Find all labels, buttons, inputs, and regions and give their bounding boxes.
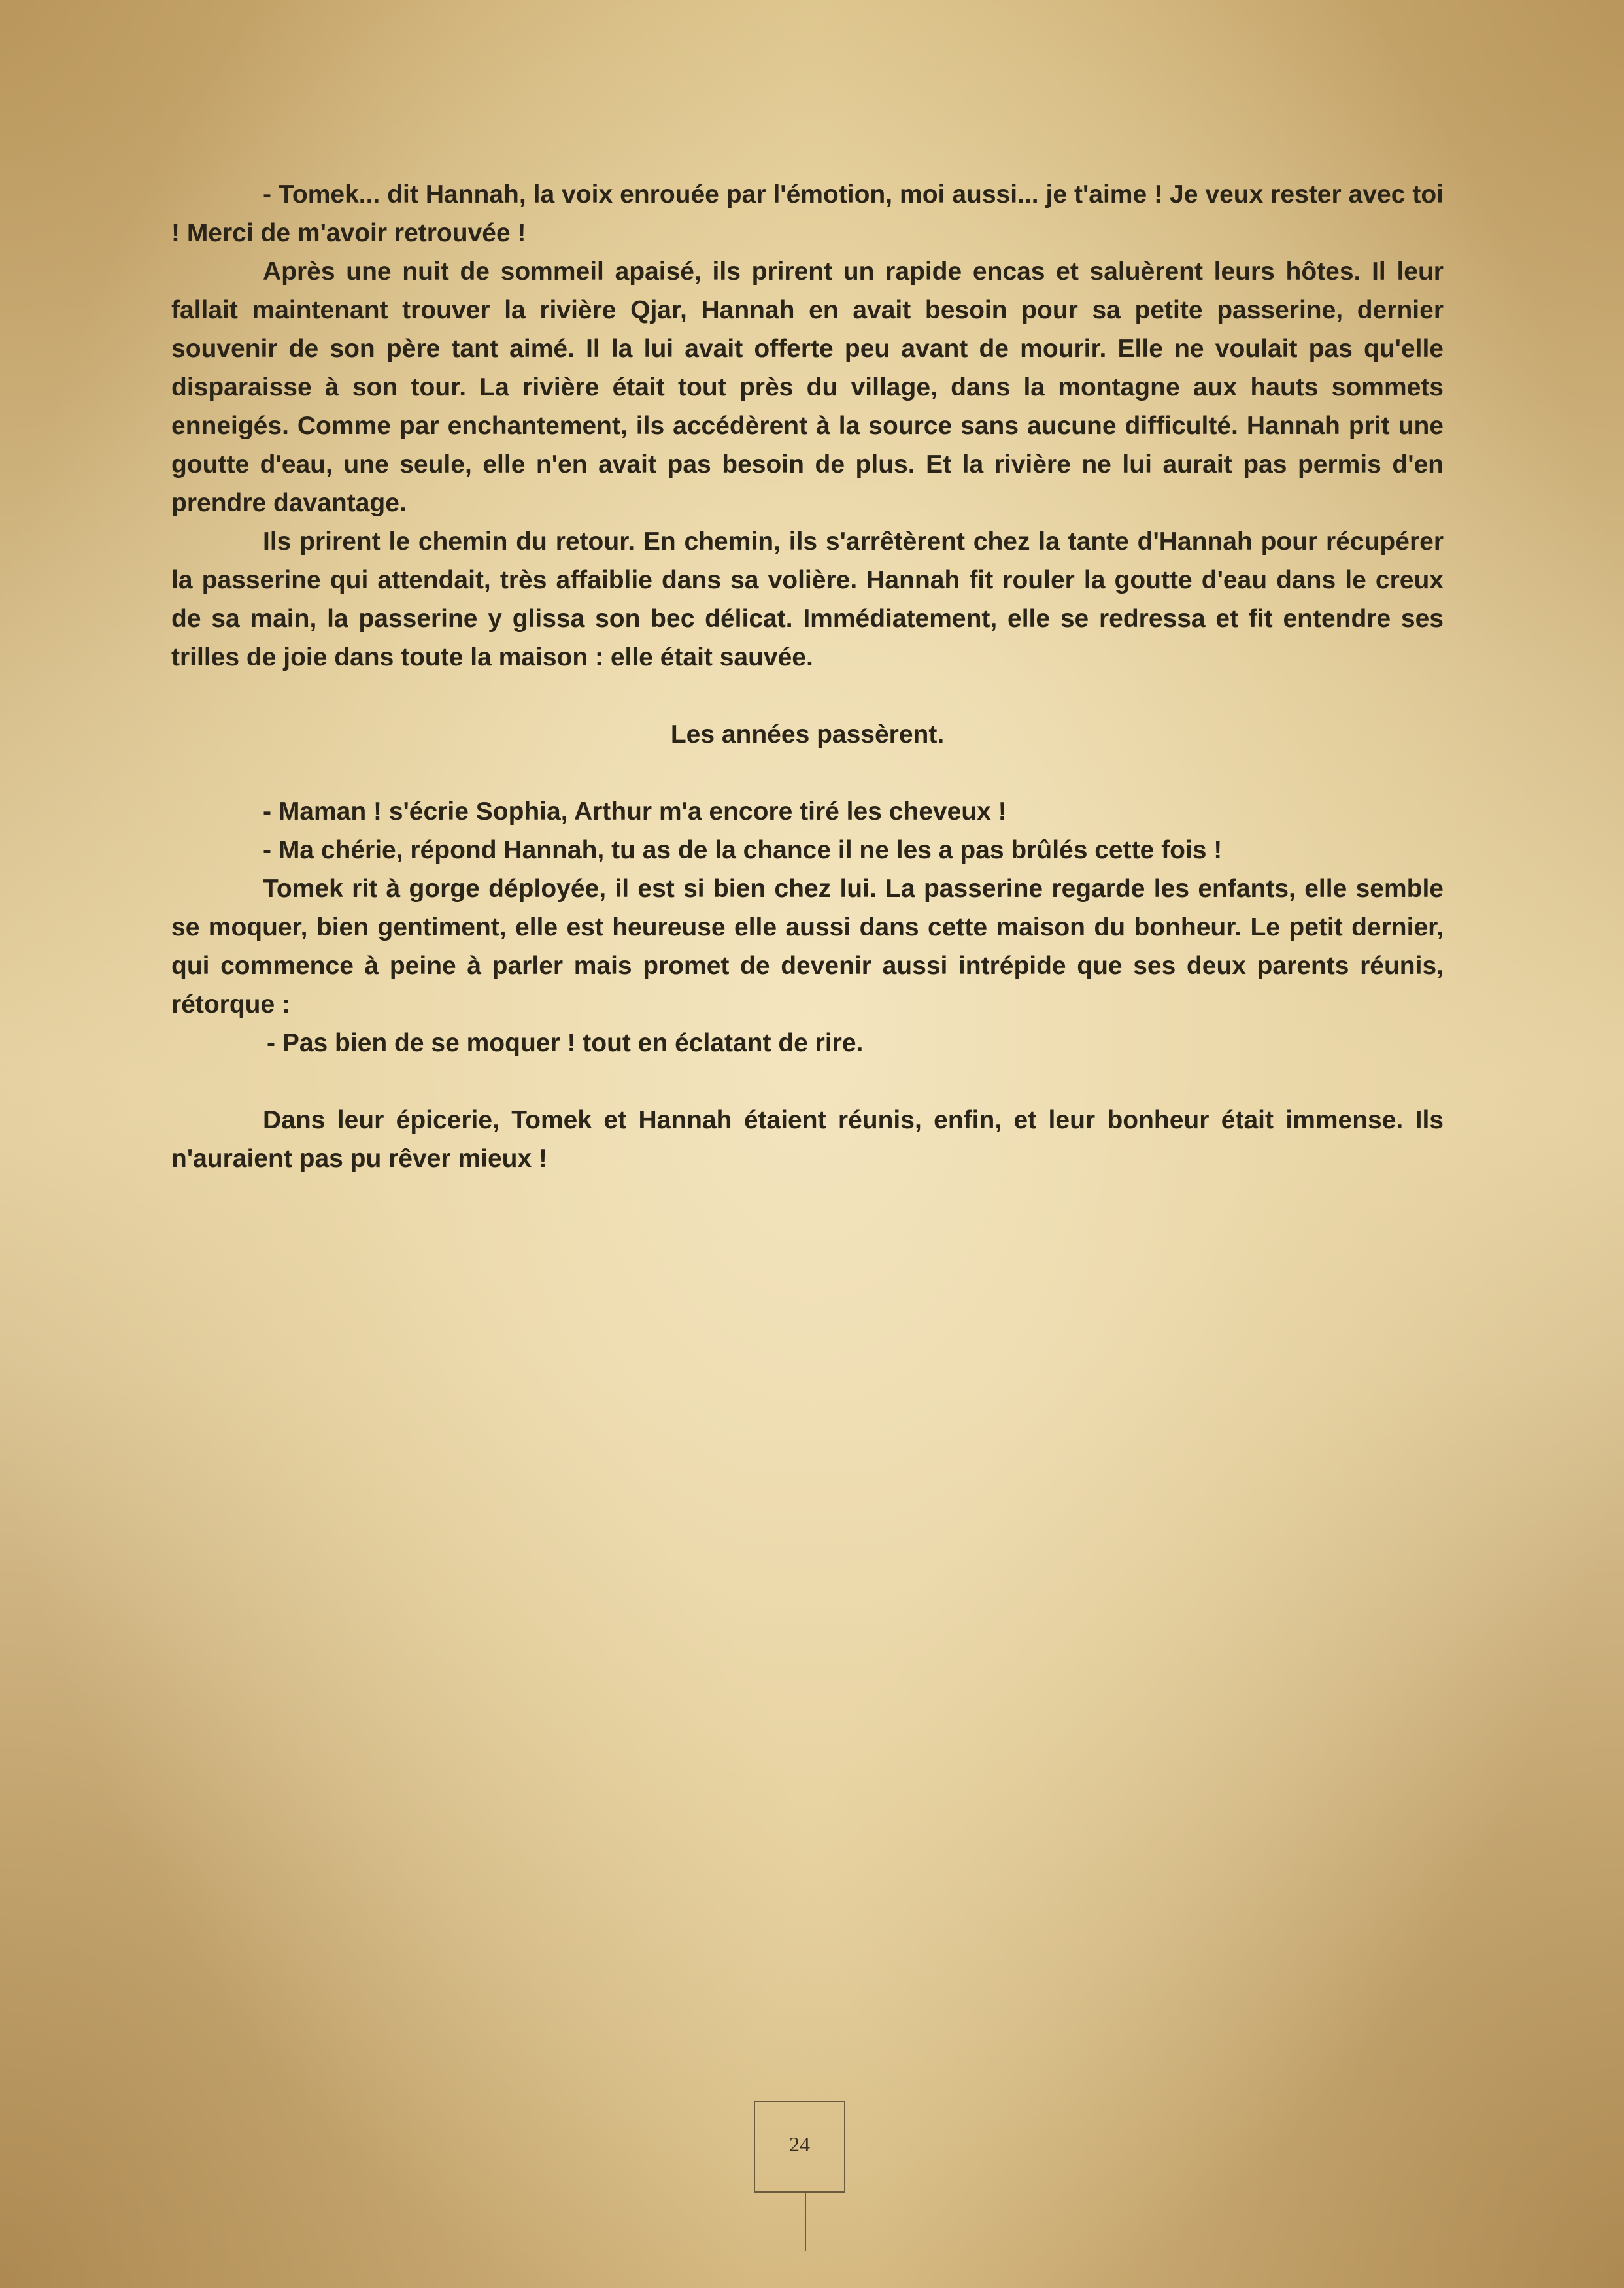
paragraph-river-journey: Après une nuit de sommeil apaisé, ils prirent un rapide encas et saluèrent leurs hôtes. Il leur fallait maintenant trouver la rivière Qjar, Hannah en avait besoin pour sa petite passerine, dernier souvenir de son père tant aimé. Il la lui avait offerte peu avant de mourir. Elle ne voulait pas qu'elle disparaisse à son tour. La rivière était tout près du village, dans la montagne aux hauts sommets enneigés. Comme par enchantement, ils accédèrent à la source sans aucune difficulté. Hannah prit une goutte d'eau, une seule, elle n'en avait pas besoin de plus. Et la rivière ne lui aurait pas permis d'en prendre davantage. (171, 258, 1444, 517)
body-text (171, 175, 1444, 1178)
paragraph-dialogue-child: - Pas bien de se moquer ! tout en éclatant de rire. (267, 1029, 864, 1057)
page-number: 24 (789, 2132, 810, 2156)
page-number-frame (754, 2101, 845, 2193)
paragraph-dialogue-mother: - Ma chérie, répond Hannah, tu as de la chance il ne les a pas brûlés cette fois ! (263, 836, 1223, 864)
spacer (171, 677, 1444, 715)
spacer (171, 754, 1444, 792)
spacer (171, 1062, 1444, 1101)
paragraph-dialogue-hannah: - Tomek... dit Hannah, la voix enrouée par l'émotion, moi aussi... je t'aime ! Je veux rester avec toi ! Merci de m'avoir retrouvée ! (171, 180, 1444, 247)
paragraph-dialogue-sophia: - Maman ! s'écrie Sophia, Arthur m'a encore tiré les cheveux ! (263, 798, 1007, 826)
paragraph-family-scene: Tomek rit à gorge déployée, il est si bien chez lui. La passerine regarde les enfants, elle semble se moquer, bien gentiment, elle est heureuse elle aussi dans cette maison du bonheur. Le petit dernier, qui commence à peine à parler mais promet de devenir aussi intrépide que ses deux parents réunis, rétorque : (171, 875, 1444, 1018)
paragraph-ending: Dans leur épicerie, Tomek et Hannah étaient réunis, enfin, et leur bonheur était immense. Ils n'auraient pas pu rêver mieux ! (171, 1106, 1444, 1173)
section-break-heading: Les années passèrent. (670, 720, 945, 749)
page-number-stem (805, 2193, 806, 2251)
paragraph-return-home: Ils prirent le chemin du retour. En chemin, ils s'arrêtèrent chez la tante d'Hannah pour récupérer la passerine qui attendait, très affaiblie dans sa volière. Hannah fit rouler la goutte d'eau dans le creux de sa main, la passerine y glissa son bec délicat. Immédiatement, elle se redressa et fit entendre ses trilles de joie dans toute la maison : elle était sauvée. (171, 528, 1444, 671)
